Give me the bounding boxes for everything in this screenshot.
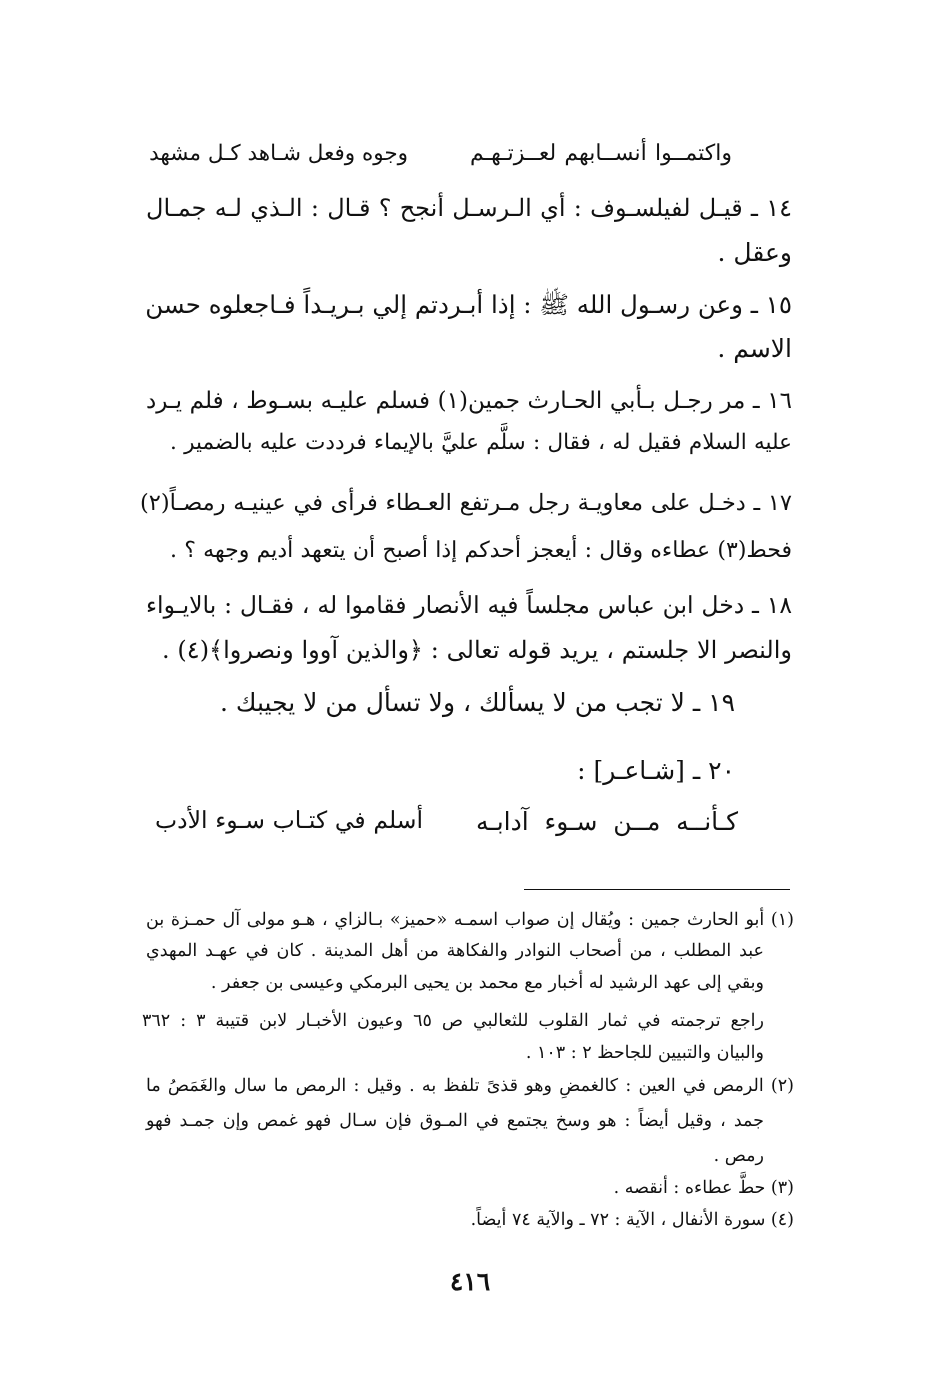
item-18-line-2: والنصر الا جلستم ، يريد قوله تعالى : ﴿والذين آووا ونصروا﴾(٤) . [162,636,792,664]
footnote-1-line-2: عبد المطلب ، من أصحاب النوادر والفكاهة من أهل المدينة . كان في عهـد المهدي [146,941,764,961]
item-20-line-1: ٢٠ ـ [شـاعـر] : [577,756,735,785]
verse-1-right-hemistich: واكتمــوا أنســابهم لعــزتـهـم [470,141,732,166]
item-16-line-1: ١٦ ـ مر رجـل بـأبي الحـارث جمين(١) فسلم عليـه بسـوط ، فلم يـرد [146,388,792,414]
item-15-line-2: الاسم . [717,334,792,363]
footnote-1-line-5: والبيان والتبيين للجاحظ ٢ : ١٠٣ . [525,1043,764,1063]
verse-2-right-hemistich: كـأنــه مــن سـوء آدابـه [476,807,738,836]
footnote-separator [524,889,790,890]
item-17-line-1: ١٧ ـ دخـل على معاويـة رجل مـرتفع العـطاء فرأى في عينيـه رمصـاً(٢) [140,490,792,516]
item-14-line-1: ١٤ ـ قيـل لفيلسـوف : أي الـرسـل أنجح ؟ قـال : الـذي لـه جمـال [146,194,792,222]
item-15-line-1: ١٥ ـ وعن رسـول الله ﷺ : إذا أبـردتم إلي بـريـداً فـاجعلوه حسن [145,290,792,319]
footnote-4-line-1: (٤) سورة الأنفال ، الآية : ٧٢ ـ والآية ٧٤ أيضاً. [470,1210,794,1230]
item-14-line-2: وعقل . [717,238,792,267]
footnote-2-line-1: (٢) الرمص في العين : كالغمضِ وهو قذىً تلفظ به . وقيل : الرمص ما سال والغَمَصُ ما [146,1076,794,1096]
item-16-line-2: عليه السلام فقيل له ، فقال : سلَّم عليَّ بالإيماء فرددت عليه بالضمير . [170,430,792,455]
footnote-1-line-3: وبقي إلى عهد الرشيد له أخبار مع محمد بن يحيى البرمكي وعيسى بن جعفر . [210,973,764,993]
page-number: ٤١٦ [449,1267,491,1296]
item-18-line-1: ١٨ ـ دخل ابن عباس مجلساً فيه الأنصار فقاموا له ، فقـال : بالايـواء [146,591,792,619]
footnote-2-line-3: رمص . [713,1146,764,1166]
footnote-3-line-1: (٣) حطَّ عطاءه : أنقصه . [613,1178,794,1198]
verse-2-left-hemistich: أسلم في كتـاب سـوء الأدب [155,806,423,834]
footnote-2-line-2: جمد ، وقيل أيضاً : هو وسخ يجتمع في المـوق فإن سـال فهو غمص وإن جمـد فهو [146,1111,764,1131]
item-19-line-1: ١٩ ـ لا تجب من لا يسألك ، ولا تسأل من لا يجيبك . [220,688,735,717]
item-17-line-2: فحط(٣) عطاءه وقال : أيعجز أحدكم إذا أصبح أن يتعهد أديم وجهه ؟ . [170,538,792,563]
verse-1-left-hemistich: وجوه وفعل شـاهد كـل مشهد [149,141,408,166]
footnote-1-line-4: راجع ترجمته في ثمار القلوب للثعالبي ص ٦٥ وعيون الأخبـار لابن قتيبة ٣ : ٣٦٢ [142,1011,764,1031]
footnote-1-line-1: (١) أبو الحارث جمين : ويُقال إن صواب اسمـه «حميز» بـالزاي ، هـو مولى آل حمـزة بن [146,910,794,930]
